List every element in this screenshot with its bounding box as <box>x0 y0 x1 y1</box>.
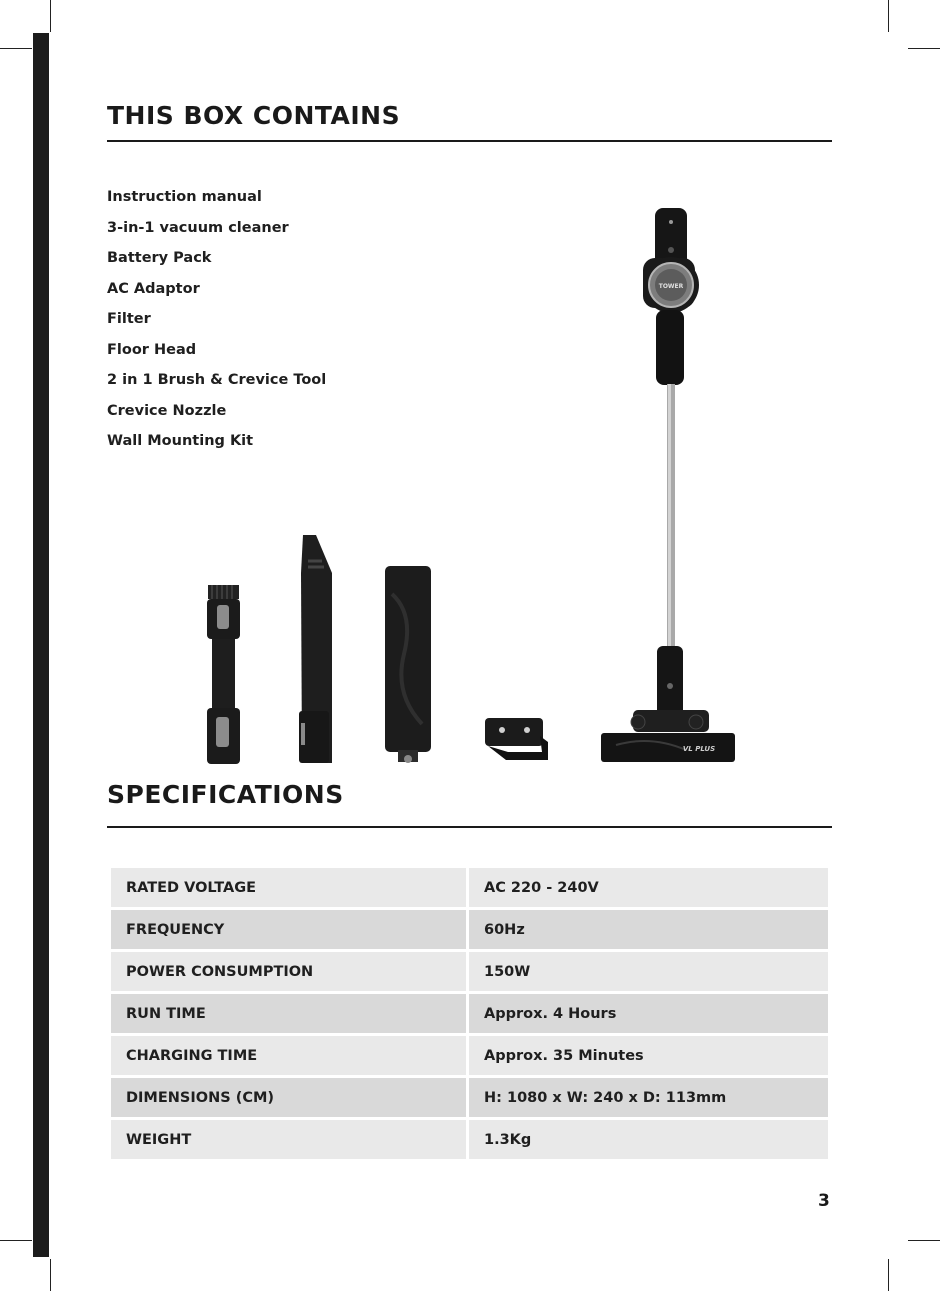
list-item: Filter <box>107 311 151 327</box>
spec-label: POWER CONSUMPTION <box>111 952 466 991</box>
list-item: Wall Mounting Kit <box>107 433 254 449</box>
wall-mount-bracket-image <box>482 716 552 764</box>
specifications-divider <box>107 826 832 828</box>
table-row <box>111 994 828 1033</box>
spec-label: CHARGING TIME <box>111 1036 466 1075</box>
page-number: 3 <box>818 1191 830 1211</box>
list-item: 2 in 1 Brush & Crevice Tool <box>107 372 327 388</box>
spec-value: 150W <box>469 952 828 991</box>
spec-label: WEIGHT <box>111 1120 466 1159</box>
crop-mark <box>888 0 889 32</box>
list-item: 3-in-1 vacuum cleaner <box>107 219 289 236</box>
list-item: AC Adaptor <box>107 280 200 297</box>
specifications-heading: SPECIFICATIONS <box>107 780 344 809</box>
table-row <box>111 1036 828 1075</box>
table-row <box>111 868 828 907</box>
list-item: Instruction manual <box>107 189 262 205</box>
filter-roll-image <box>384 564 432 764</box>
crop-mark <box>0 1240 32 1241</box>
spec-value: Approx. 4 Hours <box>469 994 828 1033</box>
page-spine-bar <box>33 33 49 1257</box>
list-item: Floor Head <box>107 341 197 358</box>
brush-crevice-tool-image <box>201 583 246 765</box>
spec-value: 1.3Kg <box>469 1120 828 1159</box>
box-contents-heading: THIS BOX CONTAINS <box>107 101 401 130</box>
spec-label: DIMENSIONS (CM) <box>111 1078 466 1117</box>
table-row <box>111 1078 828 1117</box>
box-contents-divider <box>107 140 832 142</box>
table-row <box>111 910 828 949</box>
list-item: Crevice Nozzle <box>107 402 227 419</box>
box-contents-list <box>107 186 326 461</box>
stick-vacuum-image <box>596 200 746 765</box>
list-item: Battery Pack <box>107 250 212 266</box>
spec-label: RATED VOLTAGE <box>111 868 466 907</box>
spec-label: RUN TIME <box>111 994 466 1033</box>
specifications-table <box>108 865 831 1162</box>
table-row <box>111 1120 828 1159</box>
crop-mark <box>908 48 940 49</box>
crop-mark <box>888 1259 889 1291</box>
crop-mark <box>0 48 32 49</box>
table-row <box>111 952 828 991</box>
vacuum-brand-logo: TOWER <box>658 283 684 290</box>
spec-value: Approx. 35 Minutes <box>469 1036 828 1075</box>
spec-value: AC 220 - 240V <box>469 868 828 907</box>
crop-mark <box>50 0 51 32</box>
spec-value: H: 1080 x W: 240 x D: 113mm <box>469 1078 828 1117</box>
floorhead-model-label: VL PLUS <box>682 745 716 753</box>
spec-value: 60Hz <box>469 910 828 949</box>
spec-label: FREQUENCY <box>111 910 466 949</box>
crop-mark <box>50 1259 51 1291</box>
crop-mark <box>908 1240 940 1241</box>
crevice-nozzle-image <box>296 533 336 765</box>
